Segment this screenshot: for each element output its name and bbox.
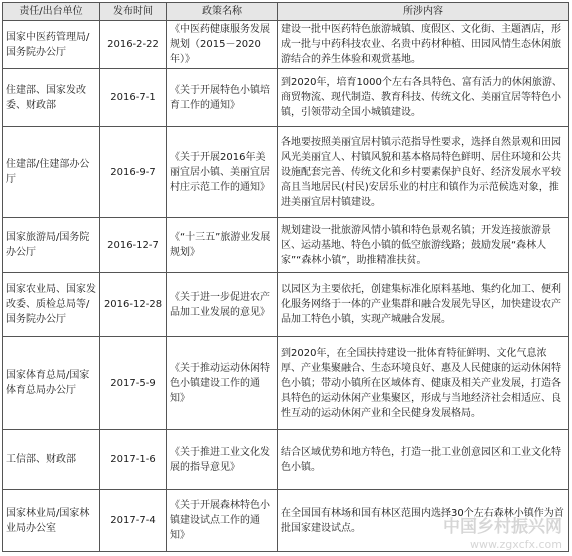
- cell-policy: 《关于推进工业文化发展的指导意见》: [167, 430, 278, 490]
- table-row: [3, 218, 569, 273]
- table-row: [3, 273, 569, 337]
- table-row: [3, 337, 569, 430]
- cell-date: 2016-2-22: [100, 21, 167, 69]
- cell-unit: 国家体育总局/国家体育总局办公厅: [3, 337, 100, 430]
- watermark-title: 中国乡村振兴网: [443, 517, 562, 537]
- watermark-url: www.zgxcfx.com: [470, 538, 562, 551]
- cell-unit: 国家农业局、国家发改委、质检总局等/国务院办公厅: [3, 273, 100, 337]
- cell-date: 2016-12-7: [100, 218, 167, 273]
- cell-content: 到2020年，在全国扶持建设一批体育特征鲜明、文化气息浓厚、产业集聚融合、生态环境良好、惠及人民健康的运动休闲特色小镇；带动小镇所在区域体育、健康及相关产业发展，打造各具特色的运动休闲产业集聚区，形成与当地经济社会相适应、良性互动的运动休闲产业和全民健身发展格局。: [278, 337, 569, 430]
- cell-policy: 《关于推动运动休闲特色小镇建设工作的通知》: [167, 337, 278, 430]
- cell-unit: 国家旅游局/国务院办公厅: [3, 218, 100, 273]
- cell-content: 建设一批中医药特色旅游城镇、度假区、文化街、主题酒店，形成一批与中药科技农业、名贵中药材种植、田园风情生态休闲旅游结合的养生体验和观赏基地。: [278, 21, 569, 69]
- cell-unit: 国家中医药管理局/国务院办公厅: [3, 21, 100, 69]
- cell-unit: 工信部、财政部: [3, 430, 100, 490]
- header-policy: 政策名称: [167, 3, 278, 21]
- cell-date: 2017-7-4: [100, 490, 167, 552]
- cell-policy: 《关于开展2016年美丽宜居小镇、美丽宜居村庄示范工作的通知》: [167, 127, 278, 218]
- header-date: 发布时间: [100, 3, 167, 21]
- cell-policy: 《关于进一步促进农产品加工业发展的意见》: [167, 273, 278, 337]
- site-watermark: [443, 518, 562, 554]
- cell-content: 各地要按照美丽宜居村镇示范指导性要求，选择自然景观和田园风光美丽宜人、村镇风貌和基本格局特色鲜明、居住环境和公共设施配套完善、传统文化和乡村要素保护良好、经济发展水平较高且当地居民(村民)安居乐业的村庄和镇作为示范候选对象，推进美丽宜居村镇建设。: [278, 127, 569, 218]
- table-row: [3, 430, 569, 490]
- cell-content: 以园区为主要依托，创建集标准化原料基地、集约化加工、便利化服务网络于一体的产业集群和融合发展先导区，加快建设农产品加工特色小镇，实现产城融合发展。: [278, 273, 569, 337]
- cell-policy: 《关于开展森林特色小镇建设试点工作的通知》: [167, 490, 278, 552]
- table-row: [3, 127, 569, 218]
- cell-policy: 《关于开展特色小镇培育工作的通知》: [167, 69, 278, 127]
- cell-content: 规划建设一批旅游风情小镇和特色景观名镇；开发连接旅游景区、运动基地、特色小镇的低空旅游线路；鼓励发展“森林人家”“森林小镇”，助推精准扶贫。: [278, 218, 569, 273]
- cell-date: 2016-12-28: [100, 273, 167, 337]
- cell-date: 2016-7-1: [100, 69, 167, 127]
- cell-content: 到2020年，培育1000个左右各具特色、富有活力的休闲旅游、商贸物流、现代制造、教育科技、传统文化、美丽宜居等特色小镇，引领带动全国小城镇建设。: [278, 69, 569, 127]
- cell-policy: 《“十三五”旅游业发展规划》: [167, 218, 278, 273]
- table-row: [3, 69, 569, 127]
- cell-content: 在全国国有林场和国有林区范围内选择30个左右森林小镇作为首批国家建设试点。: [278, 490, 569, 552]
- cell-date: 2017-5-9: [100, 337, 167, 430]
- header-unit: 责任/出台单位: [3, 3, 100, 21]
- cell-policy: 《中医药健康服务发展规划（2015－2020年）》: [167, 21, 278, 69]
- policy-table: [2, 2, 569, 552]
- table-row: [3, 21, 569, 69]
- cell-date: 2017-1-6: [100, 430, 167, 490]
- table-header-row: [3, 3, 569, 21]
- cell-date: 2016-9-7: [100, 127, 167, 218]
- cell-unit: 国家林业局/国家林业局办公室: [3, 490, 100, 552]
- cell-unit: 住建部、国家发改委、财政部: [3, 69, 100, 127]
- cell-content: 结合区域优势和地方特色，打造一批工业创意园区和工业文化特色小镇。: [278, 430, 569, 490]
- cell-unit: 住建部/住建部办公厅: [3, 127, 100, 218]
- header-content: 所涉内容: [278, 3, 569, 21]
